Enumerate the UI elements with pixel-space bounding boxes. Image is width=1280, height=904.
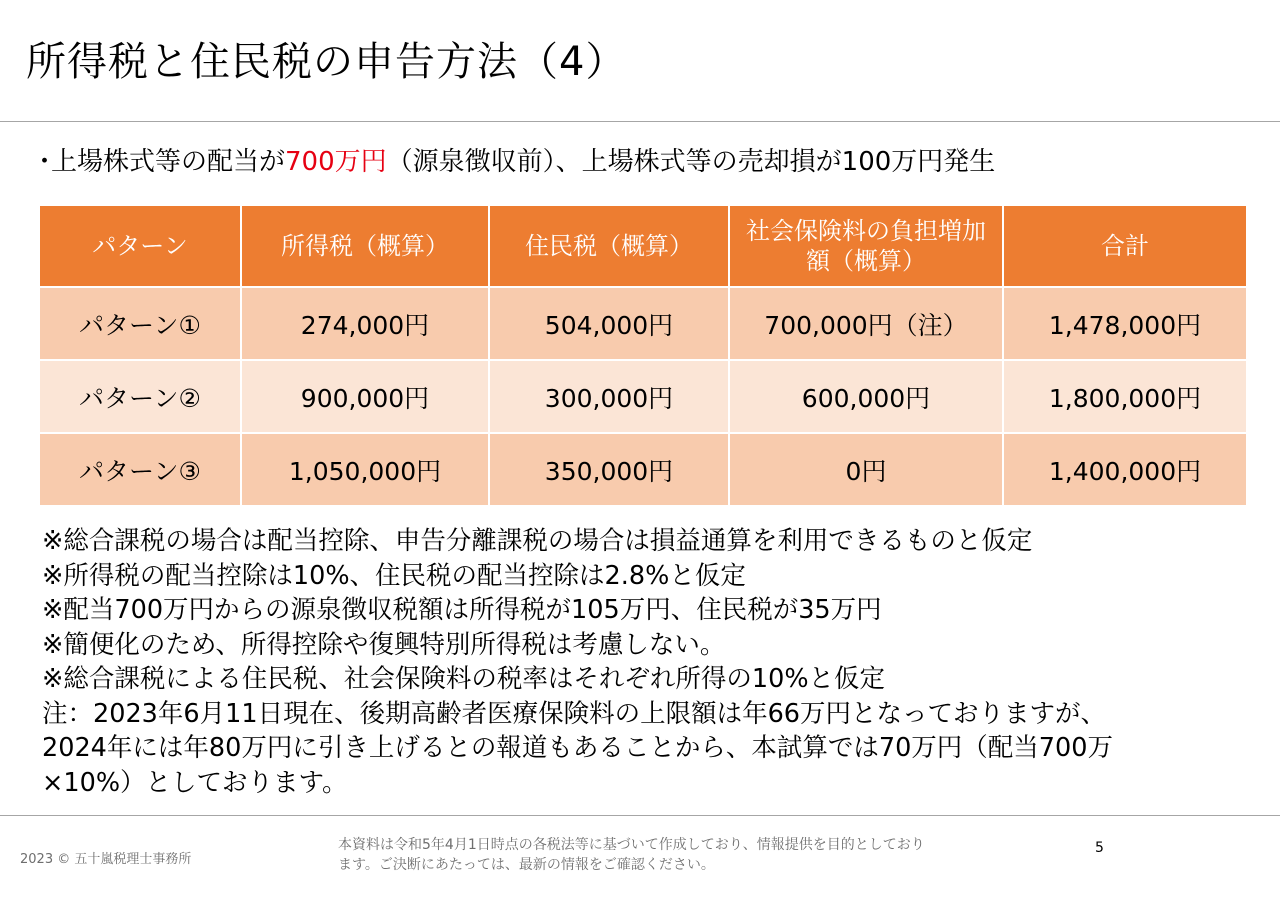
table-row <box>39 360 1247 433</box>
note-line: 2024年には年80万円に引き上げるとの報道もあることから、本試算では70万円（配当700万 <box>42 733 1113 763</box>
header-social-insurance-label: 社会保険料の負担増加額（概算） <box>746 217 986 275</box>
pattern-cell: パターン① <box>39 287 241 360</box>
note-line: ※所得税の配当控除は10%、住民税の配当控除は2.8%と仮定 <box>42 560 746 591</box>
scenario-suffix: （源泉徴収前）、上場株式等の売却損が100万円発生 <box>386 147 996 177</box>
assumption-notes <box>42 524 1242 800</box>
header-resident-tax: 住民税（概算） <box>489 205 729 287</box>
table-row <box>39 287 1247 360</box>
social-insurance-cell: 600,000円 <box>729 360 1003 433</box>
disclaimer-line: 本資料は令和5年4月1日時点の各税法等に基づいて作成しており、情報提供を目的としており <box>338 837 925 853</box>
note-line: ×10%）としております。 <box>42 767 348 798</box>
total-cell: 1,400,000円 <box>1003 433 1247 506</box>
header-income-tax: 所得税（概算） <box>241 205 489 287</box>
social-insurance-cell: 0円 <box>729 433 1003 506</box>
title-divider <box>0 121 1280 122</box>
header-social-insurance <box>729 205 1003 287</box>
income-tax-cell: 274,000円 <box>241 287 489 360</box>
total-cell: 1,478,000円 <box>1003 287 1247 360</box>
note-line: ※簡便化のため、所得控除や復興特別所得税は考慮しない。 <box>42 629 726 660</box>
income-tax-cell: 900,000円 <box>241 360 489 433</box>
header-pattern: パターン <box>39 205 241 287</box>
resident-tax-cell: 504,000円 <box>489 287 729 360</box>
resident-tax-cell: 300,000円 <box>489 360 729 433</box>
footer-divider <box>0 815 1280 816</box>
income-tax-cell: 1,050,000円 <box>241 433 489 506</box>
total-cell: 1,800,000円 <box>1003 360 1247 433</box>
resident-tax-cell: 350,000円 <box>489 433 729 506</box>
page-title: 所得税と住民税の申告方法（4） <box>26 39 627 85</box>
note-line: ※総合課税による住民税、社会保険料の税率はそれぞれ所得の10%と仮定 <box>42 664 886 694</box>
scenario-prefix: ･上場株式等の配当が <box>38 147 286 177</box>
scenario-description <box>38 147 995 178</box>
footer-disclaimer <box>338 835 1038 875</box>
note-line: ※総合課税の場合は配当控除、申告分離課税の場合は損益通算を利用できるものと仮定 <box>42 526 1033 556</box>
page-number: 5 <box>1095 840 1104 856</box>
footer-copyright: 2023 © 五十嵐税理士事務所 <box>20 852 192 867</box>
note-line: ※配当700万円からの源泉徴収税額は所得税が105万円、住民税が35万円 <box>42 595 882 625</box>
pattern-cell: パターン② <box>39 360 241 433</box>
table-row <box>39 433 1247 506</box>
header-total: 合計 <box>1003 205 1247 287</box>
pattern-cell: パターン③ <box>39 433 241 506</box>
note-line: 注：2023年6月11日現在、後期高齢者医療保険料の上限額は年66万円となっておりますが、 <box>42 698 1107 729</box>
social-insurance-cell: 700,000円（注） <box>729 287 1003 360</box>
table-header-row <box>39 205 1247 287</box>
dividend-amount-highlight: 700万円 <box>285 147 387 177</box>
tax-comparison-table <box>38 204 1248 507</box>
disclaimer-line: ます。ご決断にあたっては、最新の情報をご確認ください。 <box>338 857 715 873</box>
